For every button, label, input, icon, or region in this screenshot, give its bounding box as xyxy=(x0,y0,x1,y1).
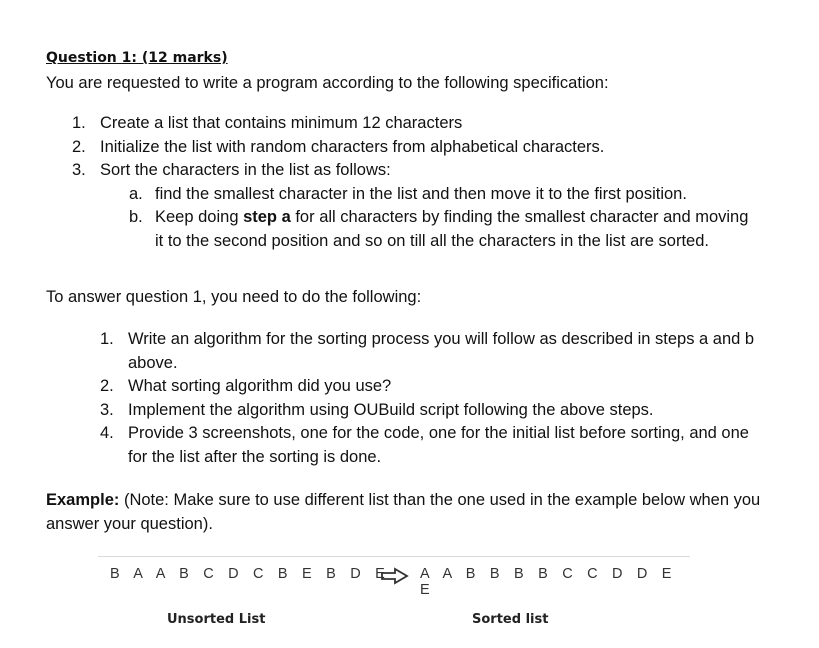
list-item-text: Create a list that contains minimum 12 characters xyxy=(100,114,463,132)
list-item-text: Implement the algorithm using OUBuild script following the above steps. xyxy=(128,400,654,419)
list-item xyxy=(100,422,768,469)
sub-step-bold: step a xyxy=(243,208,291,226)
spec-list xyxy=(72,112,790,253)
unsorted-sequence: B A A B C D C B E B D E xyxy=(110,566,390,582)
sub-step-list xyxy=(129,183,755,254)
list-item xyxy=(100,375,768,399)
sorted-caption: Sorted list xyxy=(472,612,549,627)
example-text: (Note: Make sure to use different list than the one used in the example below when you answer your question). xyxy=(46,491,761,533)
sub-step-text-after: for all characters by finding the smallest character and moving it to the second position and so on till all the characters in the list are sorted. xyxy=(155,208,749,250)
right-arrow-icon xyxy=(380,567,410,590)
list-item-text: Initialize the list with random characters from alphabetical characters. xyxy=(100,137,605,156)
list-number: 3. xyxy=(72,161,86,179)
list-number: 2. xyxy=(72,137,86,156)
question-intro: You are requested to write a program according to the following specification: xyxy=(46,74,609,92)
example-label: Example: xyxy=(46,491,120,509)
figure-divider xyxy=(98,556,690,557)
sub-step-letter: b. xyxy=(129,208,143,226)
sub-step-text: find the smallest character in the list and then move it to the first position. xyxy=(155,184,687,203)
example-note xyxy=(46,488,776,536)
list-item xyxy=(72,112,790,136)
sub-step-item xyxy=(129,183,755,207)
question-heading: Question 1: (12 marks) xyxy=(46,50,228,66)
list-number: 1. xyxy=(72,114,86,132)
answer-intro: To answer question 1, you need to do the following: xyxy=(46,288,422,306)
sub-step-letter: a. xyxy=(129,184,143,203)
list-item xyxy=(100,328,768,375)
sub-step-item xyxy=(129,206,755,253)
sub-step-text-before: Keep doing xyxy=(155,208,244,226)
list-number: 3. xyxy=(100,400,114,419)
unsorted-caption: Unsorted List xyxy=(167,612,266,627)
list-item xyxy=(72,159,790,253)
list-number: 4. xyxy=(100,424,114,442)
list-item xyxy=(72,136,790,160)
list-item xyxy=(100,399,768,423)
example-figure xyxy=(98,556,690,636)
list-number: 2. xyxy=(100,377,114,395)
list-number: 1. xyxy=(100,330,114,348)
list-item-text: What sorting algorithm did you use? xyxy=(128,377,392,395)
list-item-text: Provide 3 screenshots, one for the code, one for the initial list before sorting, and one for the list after the sorting is done. xyxy=(128,424,749,466)
list-item-text: Write an algorithm for the sorting process you will follow as described in steps a and b above. xyxy=(128,330,755,372)
answer-list xyxy=(100,328,768,469)
list-item-text: Sort the characters in the list as follows: xyxy=(100,161,391,179)
sorted-sequence: A A B B B B C C D D E E xyxy=(420,566,677,598)
